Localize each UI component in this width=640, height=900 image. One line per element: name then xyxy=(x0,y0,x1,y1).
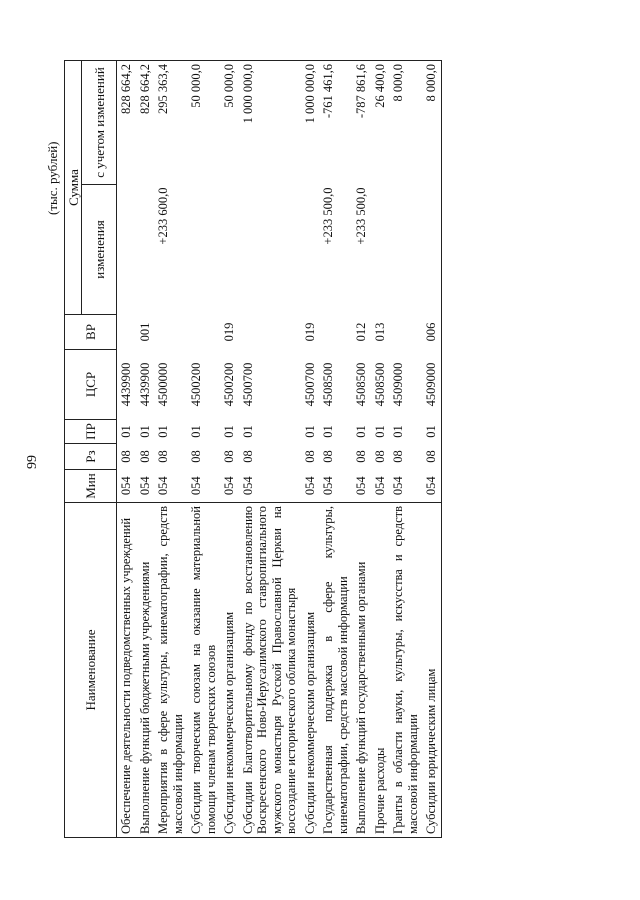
row-pr-cell: 01 xyxy=(321,425,335,438)
row-vr-cell xyxy=(154,315,187,350)
row-change-cell xyxy=(422,185,441,315)
table-body xyxy=(117,61,442,838)
row-min-cell: 054 xyxy=(222,476,236,496)
row-vr-cell xyxy=(319,315,352,350)
row-rz-cell: 08 xyxy=(321,450,335,463)
row-change-cell xyxy=(371,185,390,315)
table-row xyxy=(422,61,441,838)
row-vr-cell xyxy=(187,315,220,350)
table-row xyxy=(117,61,136,838)
header-with-changes: с учетом изменений xyxy=(82,61,117,185)
row-change-cell xyxy=(301,185,320,315)
row-rz-cell: 08 xyxy=(156,450,170,463)
table-row xyxy=(301,61,320,838)
table-row xyxy=(319,61,352,838)
table-row xyxy=(154,61,187,838)
row-rz-cell: 08 xyxy=(119,450,133,463)
row-pr-cell: 01 xyxy=(156,425,170,438)
row-csr-cell: 4508500 xyxy=(321,362,335,407)
row-change-cell xyxy=(187,185,220,315)
row-min-cell: 054 xyxy=(189,476,203,496)
row-min-cell: 054 xyxy=(372,476,387,496)
row-pr-cell: 01 xyxy=(240,425,255,438)
unit-note: (тыс. рублей) xyxy=(45,141,60,215)
row-rz-cell: 08 xyxy=(137,450,152,463)
row-csr-cell: 4439900 xyxy=(137,362,152,407)
row-csr-cell: 4500000 xyxy=(156,362,170,407)
row-vr-cell: 019 xyxy=(302,322,317,342)
table-row xyxy=(371,61,390,838)
row-total-cell: -761 461,6 xyxy=(319,61,352,185)
table-row xyxy=(220,61,239,838)
row-rz-cell: 08 xyxy=(189,450,203,463)
row-csr-cell: 4508500 xyxy=(354,362,368,407)
row-pr-cell: 01 xyxy=(391,425,405,438)
table-row xyxy=(352,61,371,838)
row-min-cell: 054 xyxy=(354,476,368,496)
header-name: Наименование xyxy=(65,503,117,838)
row-vr-cell: 006 xyxy=(422,315,441,350)
row-min-cell: 054 xyxy=(302,476,317,496)
row-rz-cell: 08 xyxy=(240,450,255,463)
row-name-cell: Мероприятия в сфере культуры, кинематографии, средств массовой информации xyxy=(154,503,187,838)
row-name-cell: Гранты в области науки, культуры, искусства и средств массовой информации xyxy=(389,503,422,838)
row-total-cell: 8 000,0 xyxy=(389,61,422,185)
row-vr-cell: 012 xyxy=(354,322,368,342)
row-min-cell: 054 xyxy=(119,476,133,496)
row-total-cell: 1 000 000,0 xyxy=(239,61,301,185)
row-total-cell: 828 664,2 xyxy=(136,61,155,185)
row-csr-cell: 4500700 xyxy=(302,362,317,407)
row-pr-cell: 01 xyxy=(119,425,133,438)
row-change-cell: +233 500,0 xyxy=(321,187,335,245)
row-total-cell: 26 400,0 xyxy=(371,61,390,185)
table-header-row xyxy=(65,61,82,838)
row-name-cell: Субсидии Благотворительному фонду по восстановлению Воскресенского Ново-Иерусалимского ставропигиального мужского монастыря Русской Православной Церкви на воссоздание исторического облика монастыря xyxy=(239,503,301,838)
header-vr: ВР xyxy=(65,315,117,350)
row-min-cell: 054 xyxy=(137,476,152,496)
header-pr: ПР xyxy=(65,420,117,444)
header-min: Мин xyxy=(65,470,117,503)
table-row xyxy=(187,61,220,838)
row-name-cell: Государственная поддержка в сфере культуры, кинематографии, средств массовой информации xyxy=(319,503,352,838)
row-change-cell xyxy=(136,185,155,315)
row-pr-cell: 01 xyxy=(137,425,152,438)
row-change-cell xyxy=(117,185,136,315)
budget-table xyxy=(64,60,442,838)
header-changes: изменения xyxy=(82,185,117,315)
row-total-cell: 295 363,4 xyxy=(154,61,187,185)
row-change-cell xyxy=(220,185,239,315)
row-csr-cell: 4508500 xyxy=(372,362,387,407)
row-vr-cell: 013 xyxy=(372,322,387,342)
row-name-cell: Субсидии юридическим лицам xyxy=(422,503,441,838)
row-vr-cell: 019 xyxy=(222,322,236,342)
row-rz-cell: 08 xyxy=(422,444,441,470)
row-pr-cell: 01 xyxy=(222,425,236,438)
row-vr-cell xyxy=(117,315,136,350)
row-change-cell: +233 600,0 xyxy=(156,187,170,245)
row-name-cell: Выполнение функций бюджетными учреждениями xyxy=(136,503,155,838)
row-name-cell: Субсидии некоммерческим организациям xyxy=(220,503,239,838)
row-rz-cell: 08 xyxy=(354,450,368,463)
table-row xyxy=(389,61,422,838)
header-rz: Рз xyxy=(65,444,117,470)
row-csr-cell: 4500700 xyxy=(240,362,255,407)
row-total-cell: 8 000,0 xyxy=(422,61,441,185)
row-total-cell: -787 861,6 xyxy=(352,61,371,185)
row-min-cell: 054 xyxy=(156,476,170,496)
row-csr-cell: 4500200 xyxy=(222,362,236,407)
row-total-cell: 828 664,2 xyxy=(117,61,136,185)
row-change-cell xyxy=(389,185,422,315)
row-min-cell: 054 xyxy=(391,476,405,496)
row-total-cell: 50 000,0 xyxy=(220,61,239,185)
row-min-cell: 054 xyxy=(240,476,255,496)
row-name-cell: Выполнение функций государственными органами xyxy=(352,503,371,838)
page-number: 99 xyxy=(25,455,40,469)
row-change-cell: +233 500,0 xyxy=(354,187,368,245)
row-rz-cell: 08 xyxy=(391,450,405,463)
row-pr-cell: 01 xyxy=(189,425,203,438)
table-row xyxy=(239,61,301,838)
table-row xyxy=(136,61,155,838)
row-csr-cell: 4509000 xyxy=(422,350,441,420)
row-rz-cell: 08 xyxy=(372,450,387,463)
row-csr-cell: 4509000 xyxy=(391,362,405,407)
row-vr-cell: 001 xyxy=(137,322,152,342)
row-name-cell: Прочие расходы xyxy=(371,503,390,838)
row-total-cell: 1 000 000,0 xyxy=(301,61,320,185)
row-rz-cell: 08 xyxy=(222,450,236,463)
row-pr-cell: 01 xyxy=(302,425,317,438)
row-pr-cell: 01 xyxy=(372,425,387,438)
row-total-cell: 50 000,0 xyxy=(187,61,220,185)
row-pr-cell: 01 xyxy=(422,420,441,444)
row-vr-cell xyxy=(239,315,301,350)
row-name-cell: Обеспечение деятельности подведомственных учреждений xyxy=(117,503,136,838)
row-min-cell: 054 xyxy=(422,470,441,503)
row-vr-cell xyxy=(389,315,422,350)
row-change-cell xyxy=(239,185,301,315)
header-sum: Сумма xyxy=(65,61,82,315)
row-rz-cell: 08 xyxy=(302,450,317,463)
row-name-cell: Субсидии творческим союзам на оказание материальной помощи членам творческих союзов xyxy=(187,503,220,838)
header-csr: ЦСР xyxy=(65,350,117,420)
row-name-cell: Субсидии некоммерческим организациям xyxy=(301,503,320,838)
row-csr-cell: 4439900 xyxy=(119,362,133,407)
row-pr-cell: 01 xyxy=(354,425,368,438)
row-min-cell: 054 xyxy=(321,476,335,496)
row-csr-cell: 4500200 xyxy=(189,362,203,407)
